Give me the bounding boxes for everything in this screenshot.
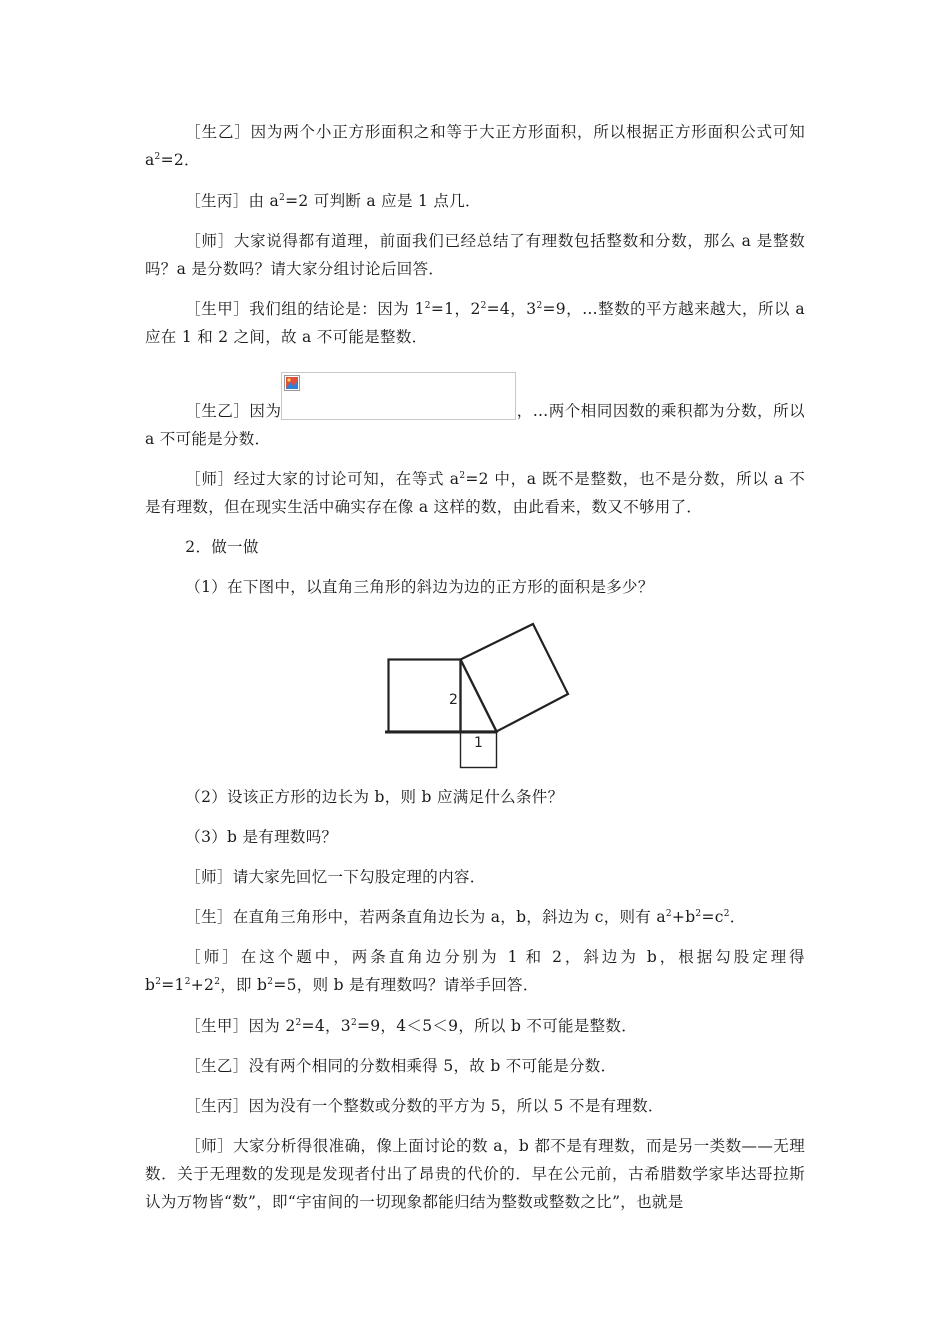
paragraph-sheng-yi-3: ［生乙］没有两个相同的分数相乘得 5，故 b 不可能是分数． xyxy=(185,1057,617,1075)
paragraph-teacher-3: ［师］请大家先回忆一下勾股定理的内容． xyxy=(185,868,486,886)
section-heading-do-it: 2．做一做 xyxy=(185,538,259,556)
pythagorean-squares-figure xyxy=(385,622,575,770)
paragraph-teacher-5: ［师］大家分析得很准确，像上面讨论的数 a，b 都不是有理数，而是另一类数——无理数．关于无理数的发现是发现者付出了昂贵的代价的．早在公元前，古希腊数学家毕达哥拉斯认为万物皆“数”，即“宇宙间的一切现象都能归结为整数或整数之比”，也就是 xyxy=(145,1137,805,1211)
label-side-1: 1 xyxy=(474,735,483,751)
paragraph-teacher-1: ［师］大家说得都有道理，前面我们已经总结了有理数包括整数和分数，那么 a 是整数吗？a 是分数吗？请大家分组讨论后回答． xyxy=(145,232,805,278)
paragraph-sheng-yi-1: ［生乙］因为两个小正方形面积之和等于大正方形面积，所以根据正方形面积公式可知 $a^2=2$． xyxy=(145,123,805,169)
question-1: （1）在下图中，以直角三角形的斜边为边的正方形的面积是多少？ xyxy=(185,578,654,596)
paragraph-student: ［生］在直角三角形中，若两条直角边长为 a，b，斜边为 c，则有 $a^2+b^2=c^2$． xyxy=(185,908,746,926)
question-3: （3）b 是有理数吗？ xyxy=(185,828,338,846)
paragraph-sheng-jia-1: ［生甲］我们组的结论是：因为 $1^2=1$，$2^2=4$，$3^2=9$，…整数的平方越来越大，所以 a 应在 1 和 2 之间，故 a 不可能是整数． xyxy=(145,300,805,346)
right-triangle xyxy=(461,660,497,732)
label-side-2: 2 xyxy=(449,692,458,708)
hypotenuse-square xyxy=(461,624,569,732)
paragraph-teacher-4: ［师］在这个题中，两条直角边分别为 1 和 2，斜边为 b，根据勾股定理得 $b^2=1^2+2^2$，即 $b^2=5$，则 b 是有理数吗？请举手回答． xyxy=(145,948,805,994)
broken-image-icon xyxy=(284,375,300,391)
paragraph-sheng-yi-2: ［生乙］因为 ，…两个相同因数的乘积都为分数，所以 a 不可能是分数． xyxy=(145,397,805,453)
paragraph-sheng-jia-2: ［生甲］因为 $2^2=4$，$3^2=9$，4＜5＜9，所以 b 不可能是整数． xyxy=(185,1017,637,1035)
paragraph-sheng-bing-1: ［生丙］由 $a^2=2$ 可判断 a 应是 1 点几． xyxy=(185,192,481,210)
question-2: （2）设该正方形的边长为 b，则 b 应满足什么条件？ xyxy=(185,788,564,806)
paragraph-teacher-2: ［师］经过大家的讨论可知，在等式 $a^2=2$ 中，a 既不是整数，也不是分数，所以 a 不是有理数，但在现实生活中确实存在像 a 这样的数，由此看来，数又不够用了． xyxy=(145,470,805,516)
paragraph-sheng-bing-2: ［生丙］因为没有一个整数或分数的平方为 5，所以 5 不是有理数． xyxy=(185,1097,664,1115)
broken-image xyxy=(281,372,516,420)
